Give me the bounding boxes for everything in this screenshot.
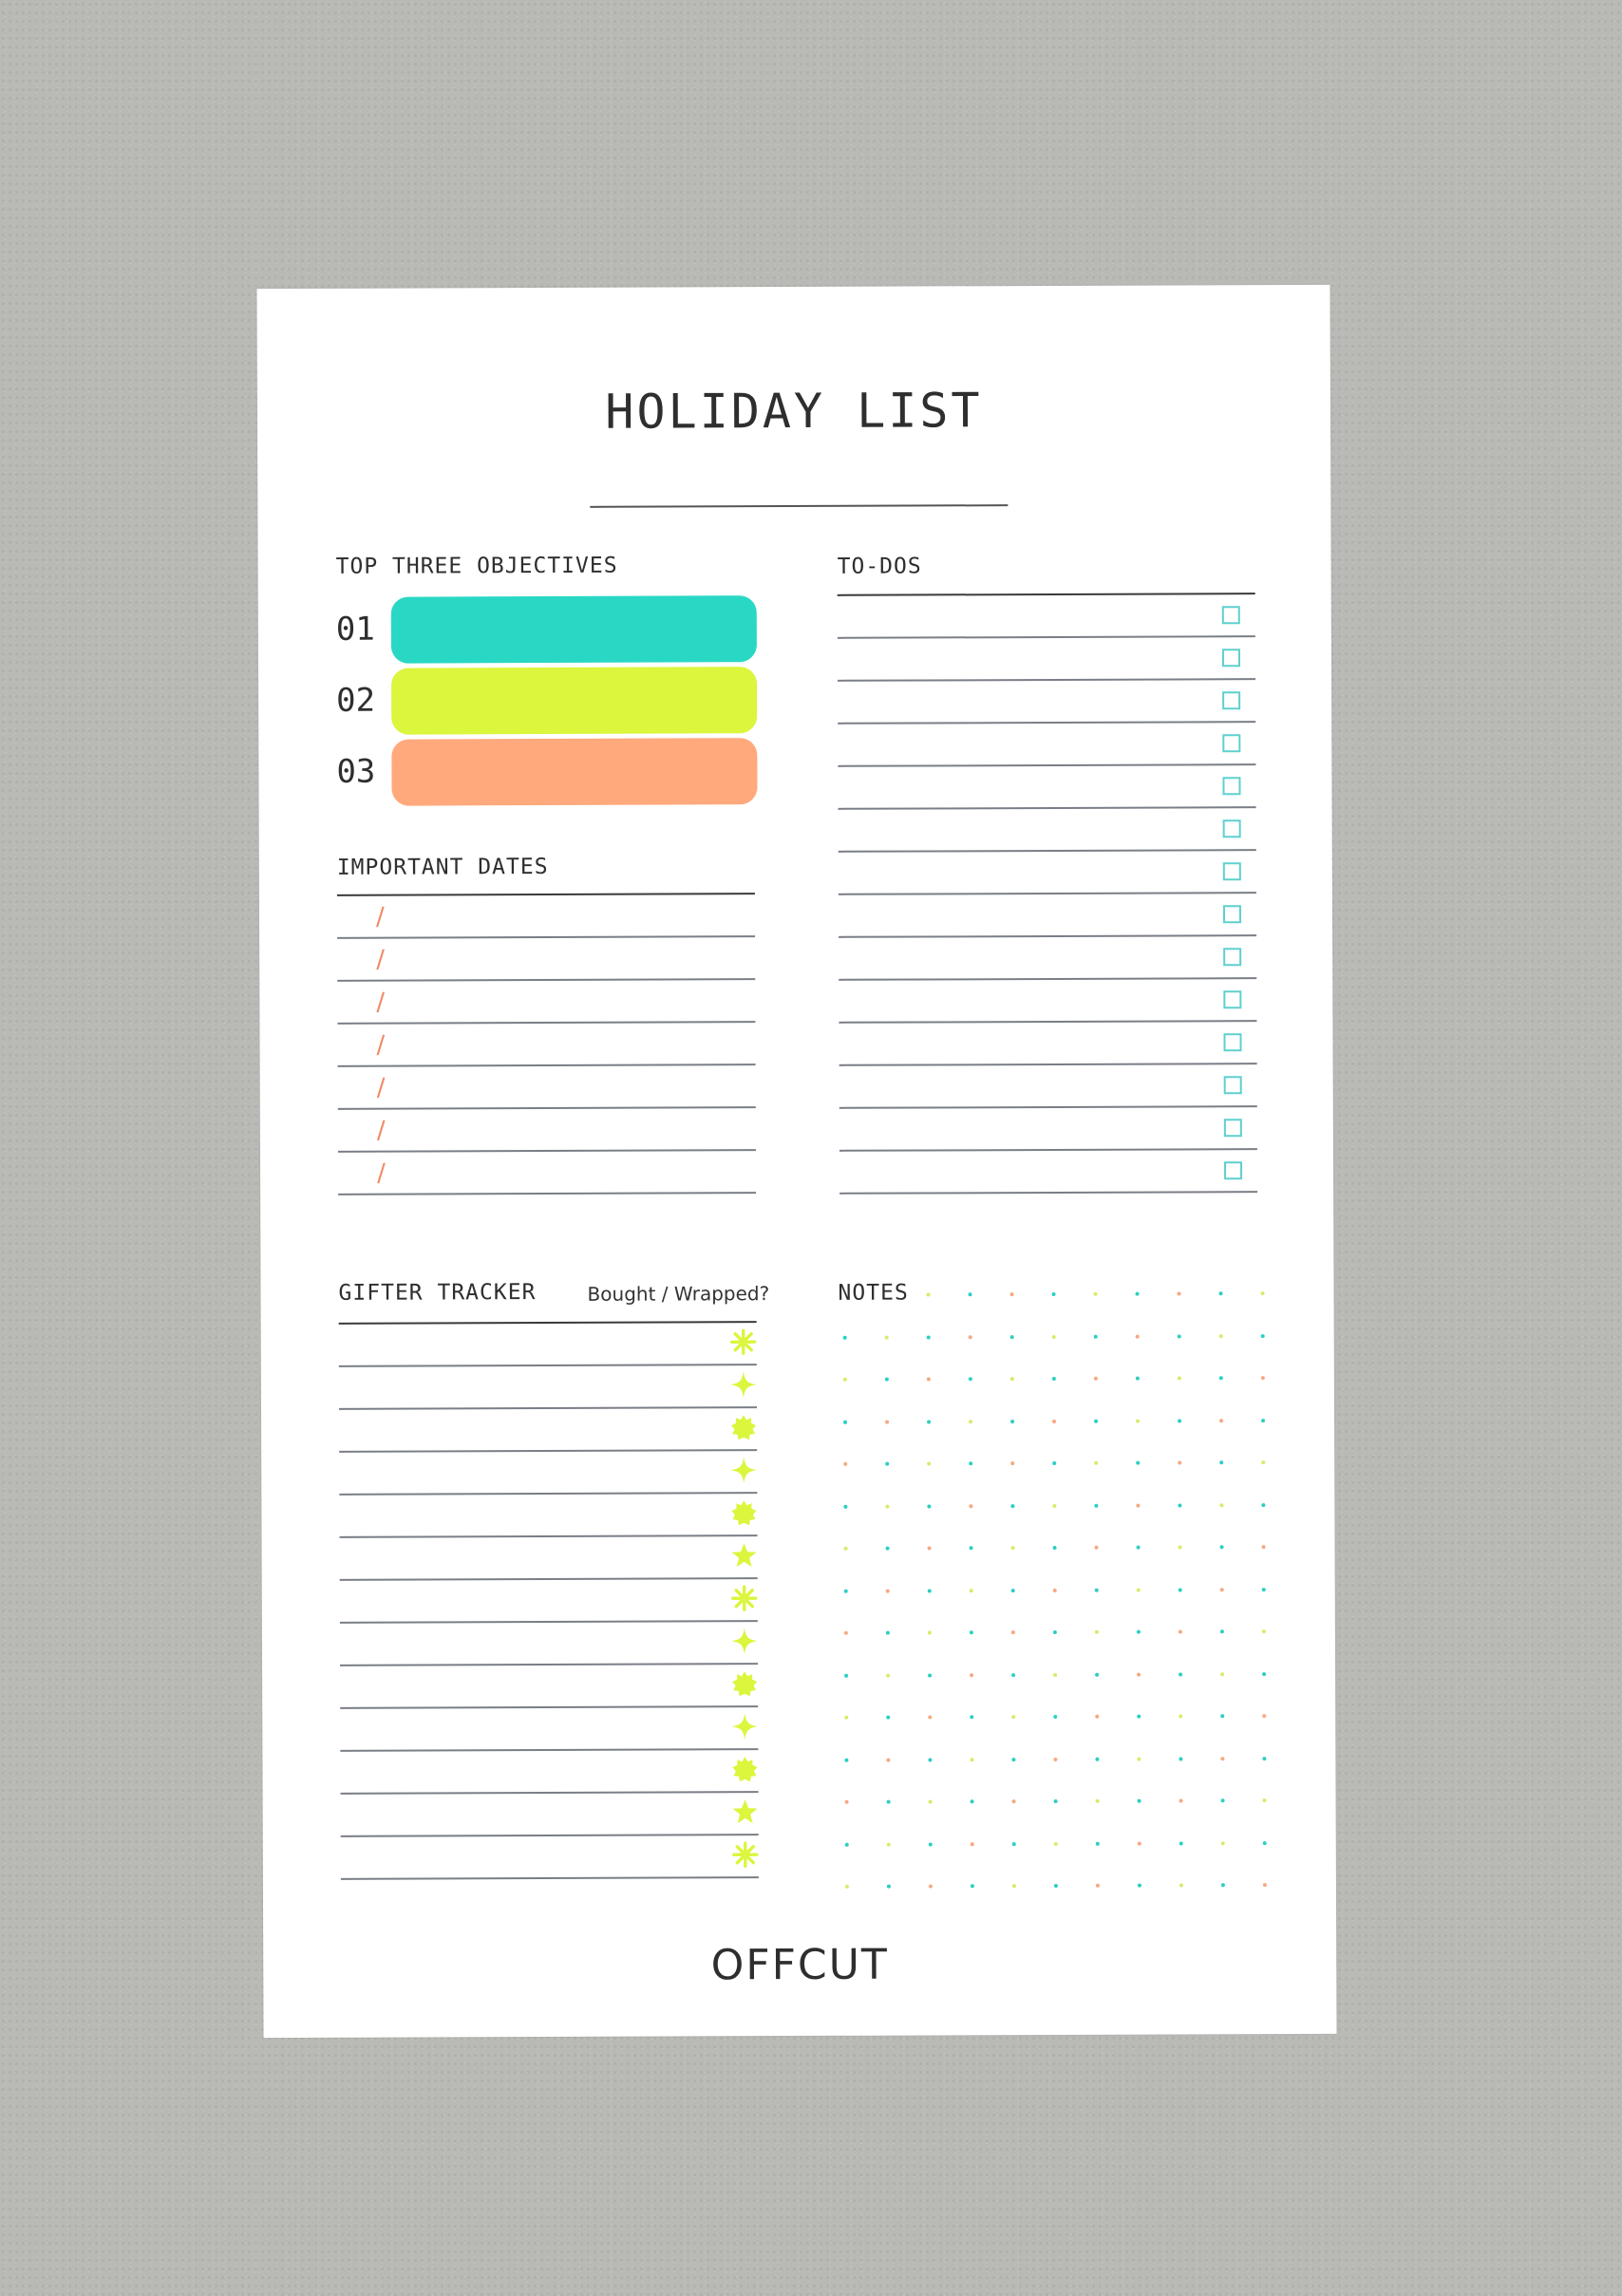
note-dot [970, 1589, 973, 1592]
note-dot [1052, 1377, 1056, 1381]
note-dot [929, 1884, 933, 1888]
gift-line [339, 1364, 757, 1367]
gift-line [339, 1406, 757, 1410]
offcut-logo: OFFCUT [710, 1940, 889, 1990]
todo-line [838, 763, 1255, 767]
note-dot [1263, 1798, 1267, 1802]
note-dot [1011, 1715, 1015, 1719]
todo-line [839, 1148, 1257, 1152]
note-dot [1178, 1376, 1181, 1380]
note-dot [1012, 1799, 1016, 1803]
note-dot [928, 1589, 932, 1592]
note-dot [1010, 1504, 1014, 1508]
note-dot [1094, 1461, 1098, 1465]
note-dot [1179, 1588, 1182, 1591]
note-dot [885, 1420, 889, 1423]
note-dot [1010, 1377, 1014, 1381]
note-dot [1136, 1292, 1140, 1296]
note-dot [1179, 1629, 1182, 1633]
note-dot [1052, 1461, 1056, 1465]
date-separator: / [376, 1116, 386, 1145]
note-dot [1054, 1841, 1058, 1845]
note-dot [1138, 1799, 1141, 1803]
todo-checkbox[interactable] [1223, 905, 1241, 923]
note-dot [928, 1673, 932, 1677]
note-dot [1094, 1419, 1098, 1422]
asterisk-icon[interactable] [732, 1841, 759, 1868]
objective-02-bar[interactable] [391, 667, 757, 734]
gift-line [341, 1791, 759, 1795]
date-line [338, 1149, 756, 1153]
gift-line [341, 1834, 759, 1837]
note-dot [1136, 1334, 1140, 1338]
note-dot [1221, 1883, 1225, 1887]
todo-checkbox[interactable] [1223, 948, 1241, 966]
gift-line [340, 1663, 758, 1666]
note-dot [845, 1842, 849, 1846]
note-dot [1261, 1334, 1265, 1338]
note-dot [1179, 1757, 1182, 1760]
sparkle-icon[interactable] [730, 1457, 757, 1483]
todo-checkbox[interactable] [1222, 734, 1240, 752]
note-dot [1012, 1842, 1016, 1846]
note-dot [969, 1377, 972, 1381]
objectives-heading: TOP THREE OBJECTIVES [335, 553, 618, 579]
sparkle-icon[interactable] [731, 1713, 758, 1740]
todo-checkbox[interactable] [1224, 1119, 1242, 1137]
note-dot [843, 1504, 847, 1508]
note-dot [1178, 1419, 1181, 1422]
note-dot [1011, 1630, 1015, 1634]
note-dot [1052, 1334, 1056, 1338]
note-dot [1178, 1503, 1181, 1507]
note-dot [969, 1504, 972, 1508]
note-dot [1178, 1291, 1181, 1295]
note-dot [1220, 1588, 1224, 1591]
note-dot [970, 1715, 973, 1719]
todo-checkbox[interactable] [1224, 1161, 1242, 1179]
note-dot [1219, 1460, 1223, 1464]
note-dot [844, 1758, 848, 1761]
note-dot [970, 1758, 973, 1761]
note-dot [885, 1504, 889, 1508]
note-dot [1179, 1798, 1183, 1802]
todo-checkbox[interactable] [1222, 649, 1240, 667]
note-dot [1094, 1377, 1098, 1381]
gift-line [339, 1449, 757, 1453]
note-dot [1052, 1419, 1056, 1422]
note-dot [886, 1547, 890, 1551]
date-line [337, 978, 755, 982]
note-dot [1179, 1714, 1182, 1718]
note-dot [1011, 1673, 1015, 1677]
gift-line [340, 1748, 758, 1752]
holiday-list-sheet [256, 285, 1336, 2038]
note-dot [971, 1842, 974, 1846]
note-dot [1137, 1757, 1141, 1760]
note-dot [1096, 1841, 1100, 1845]
note-dot [1011, 1758, 1015, 1761]
note-dot [1262, 1545, 1266, 1549]
gift-line [339, 1492, 757, 1496]
note-dot [1179, 1545, 1182, 1549]
objective-01-bar[interactable] [391, 595, 757, 663]
todos-list [256, 285, 1330, 289]
note-dot [1095, 1546, 1099, 1550]
note-dot [1261, 1460, 1265, 1464]
note-dot [1095, 1630, 1099, 1634]
note-dot [969, 1420, 972, 1423]
note-dot [1094, 1292, 1098, 1296]
note-dot [844, 1547, 848, 1551]
note-dot [927, 1420, 931, 1423]
bought-wrapped-label: Bought / Wrapped? [587, 1282, 770, 1306]
note-dot [1095, 1588, 1099, 1591]
todo-line [839, 892, 1256, 895]
note-dot [1219, 1291, 1223, 1295]
star-icon[interactable] [731, 1542, 758, 1569]
note-dot [970, 1673, 973, 1677]
note-dot [1220, 1629, 1224, 1633]
note-dot [1095, 1715, 1099, 1719]
objective-number: 02 [336, 681, 376, 720]
note-dot [1261, 1376, 1265, 1380]
note-dot [1138, 1841, 1141, 1845]
note-dot [1262, 1629, 1266, 1633]
note-dot [843, 1378, 847, 1382]
note-dot [1137, 1630, 1141, 1634]
note-dot [1053, 1546, 1057, 1550]
note-dot [928, 1715, 932, 1719]
note-dot [970, 1546, 973, 1550]
asterisk-icon[interactable] [730, 1328, 757, 1355]
date-line [338, 1192, 756, 1195]
todo-line [839, 1020, 1256, 1024]
note-dot [1136, 1461, 1140, 1465]
note-dot [1137, 1715, 1141, 1719]
gift-line [340, 1620, 758, 1624]
note-dot [885, 1335, 889, 1339]
note-dot [1053, 1588, 1057, 1591]
todo-line [839, 849, 1256, 853]
note-dot [1096, 1884, 1100, 1888]
gifter-tracker-heading: GIFTER TRACKER [338, 1280, 537, 1306]
date-separator: / [375, 902, 385, 932]
note-dot [845, 1885, 849, 1889]
note-dot [1137, 1546, 1141, 1550]
note-dot [1011, 1546, 1015, 1550]
note-dot [885, 1462, 889, 1466]
note-dot [971, 1884, 974, 1888]
todo-line [838, 721, 1255, 725]
gift-line [340, 1577, 758, 1581]
date-line [337, 1021, 755, 1025]
note-dot [969, 1335, 972, 1339]
important-dates-heading: IMPORTANT DATES [336, 855, 549, 880]
todo-checkbox[interactable] [1223, 862, 1241, 880]
note-dot [1263, 1883, 1267, 1887]
note-dot [927, 1335, 931, 1339]
todo-checkbox[interactable] [1224, 1076, 1242, 1094]
gifter-tracker-list [256, 285, 1330, 289]
badge-icon[interactable] [730, 1499, 757, 1526]
note-dot [886, 1716, 890, 1720]
date-separator: / [376, 1073, 386, 1102]
note-dot [1052, 1292, 1056, 1296]
note-dot [1219, 1503, 1223, 1507]
note-dot [927, 1377, 931, 1381]
title-underline [590, 504, 1008, 508]
date-separator: / [376, 945, 386, 974]
todo-line [839, 934, 1256, 938]
note-dot [1138, 1884, 1141, 1888]
note-dot [1053, 1757, 1057, 1760]
page-title: HOLIDAY LIST [605, 383, 983, 440]
note-dot [1179, 1672, 1182, 1676]
note-dot [1221, 1798, 1225, 1802]
notes-dot-grid [256, 285, 1330, 289]
note-dot [927, 1504, 931, 1508]
gift-line [340, 1705, 758, 1709]
note-dot [844, 1589, 848, 1592]
note-dot [1220, 1545, 1224, 1549]
sparkle-icon[interactable] [731, 1628, 758, 1654]
todo-checkbox[interactable] [1222, 606, 1240, 624]
note-dot [1094, 1334, 1098, 1338]
note-dot [1262, 1757, 1266, 1760]
todo-line [839, 806, 1256, 810]
note-dot [1220, 1757, 1224, 1760]
note-dot [887, 1842, 891, 1846]
todo-checkbox[interactable] [1222, 691, 1240, 709]
note-dot [887, 1885, 891, 1889]
note-dot [843, 1420, 847, 1423]
note-dot [1263, 1841, 1267, 1845]
note-dot [971, 1799, 974, 1803]
note-dot [886, 1589, 890, 1592]
note-dot [1054, 1799, 1058, 1803]
note-dot [1221, 1841, 1225, 1845]
note-dot [1053, 1630, 1057, 1634]
note-dot [1054, 1884, 1058, 1888]
badge-icon[interactable] [731, 1670, 758, 1697]
note-dot [844, 1631, 848, 1635]
note-dot [1010, 1420, 1014, 1423]
todo-checkbox[interactable] [1223, 819, 1241, 837]
note-dot [1178, 1334, 1181, 1338]
note-dot [1262, 1672, 1266, 1676]
note-dot [1136, 1377, 1140, 1381]
note-dot [1219, 1334, 1223, 1338]
note-dot [1095, 1757, 1099, 1760]
notes-heading: NOTES [838, 1280, 909, 1306]
date-separator: / [376, 1030, 386, 1060]
todo-line [839, 1063, 1257, 1066]
note-dot [927, 1461, 931, 1465]
note-dot [843, 1335, 847, 1339]
note-dot [929, 1842, 933, 1846]
note-dot [886, 1631, 890, 1635]
objective-03-bar[interactable] [391, 738, 757, 805]
note-dot [887, 1800, 891, 1804]
date-separator: / [376, 988, 386, 1017]
note-dot [1010, 1335, 1014, 1339]
todo-line [839, 1191, 1257, 1195]
objective-number: 01 [335, 610, 375, 649]
sparkle-icon[interactable] [730, 1371, 757, 1398]
note-dot [1262, 1714, 1266, 1718]
note-dot [929, 1799, 933, 1803]
note-dot [1012, 1884, 1016, 1888]
note-dot [1220, 1714, 1224, 1718]
note-dot [1136, 1503, 1140, 1507]
note-dot [1137, 1672, 1141, 1676]
note-dot [844, 1673, 848, 1677]
todos-heading-rule [838, 593, 1255, 596]
note-dot [885, 1378, 889, 1382]
note-dot [1219, 1376, 1223, 1380]
gift-line [341, 1876, 759, 1880]
note-dot [1136, 1419, 1140, 1422]
note-dot [969, 1461, 972, 1465]
date-line [338, 1063, 756, 1067]
note-dot [1137, 1588, 1141, 1591]
badge-icon[interactable] [730, 1414, 757, 1440]
note-dot [1011, 1589, 1015, 1592]
todo-line [839, 1105, 1257, 1109]
note-dot [928, 1630, 932, 1634]
date-line [338, 1106, 756, 1110]
note-dot [1261, 1503, 1265, 1507]
note-dot [928, 1546, 932, 1550]
note-dot [1096, 1799, 1100, 1803]
todo-line [838, 678, 1255, 682]
note-dot [1179, 1841, 1183, 1845]
note-dot [1178, 1460, 1181, 1464]
note-dot [844, 1716, 848, 1720]
date-separator: / [376, 1158, 386, 1188]
note-dot [969, 1292, 972, 1296]
todo-checkbox[interactable] [1223, 990, 1241, 1008]
note-dot [1010, 1461, 1014, 1465]
note-dot [1220, 1672, 1224, 1676]
todo-checkbox[interactable] [1222, 777, 1240, 795]
todo-checkbox[interactable] [1223, 1033, 1241, 1051]
note-dot [1262, 1588, 1266, 1591]
asterisk-icon[interactable] [731, 1585, 758, 1611]
note-dot [1261, 1291, 1265, 1295]
objective-number: 03 [336, 752, 376, 791]
todos-heading: TO-DOS [837, 554, 922, 579]
note-dot [1053, 1672, 1057, 1676]
date-line [337, 935, 755, 939]
note-dot [927, 1292, 931, 1296]
todo-line [838, 635, 1255, 639]
dates-heading-rule [337, 893, 755, 896]
note-dot [1053, 1715, 1057, 1719]
gifts-heading-rule [339, 1321, 757, 1325]
note-dot [843, 1462, 847, 1466]
star-icon[interactable] [732, 1798, 759, 1825]
note-dot [970, 1630, 973, 1634]
note-dot [886, 1673, 890, 1677]
note-dot [1052, 1503, 1056, 1507]
note-dot [1094, 1503, 1098, 1507]
note-dot [928, 1758, 932, 1761]
note-dot [1179, 1883, 1183, 1887]
note-dot [886, 1758, 890, 1761]
note-dot [1219, 1419, 1223, 1422]
note-dot [845, 1800, 849, 1804]
note-dot [1261, 1419, 1265, 1422]
note-dot [1010, 1292, 1014, 1296]
todo-line [839, 977, 1256, 981]
gift-line [340, 1534, 758, 1538]
note-dot [1095, 1672, 1099, 1676]
badge-icon[interactable] [731, 1756, 758, 1782]
